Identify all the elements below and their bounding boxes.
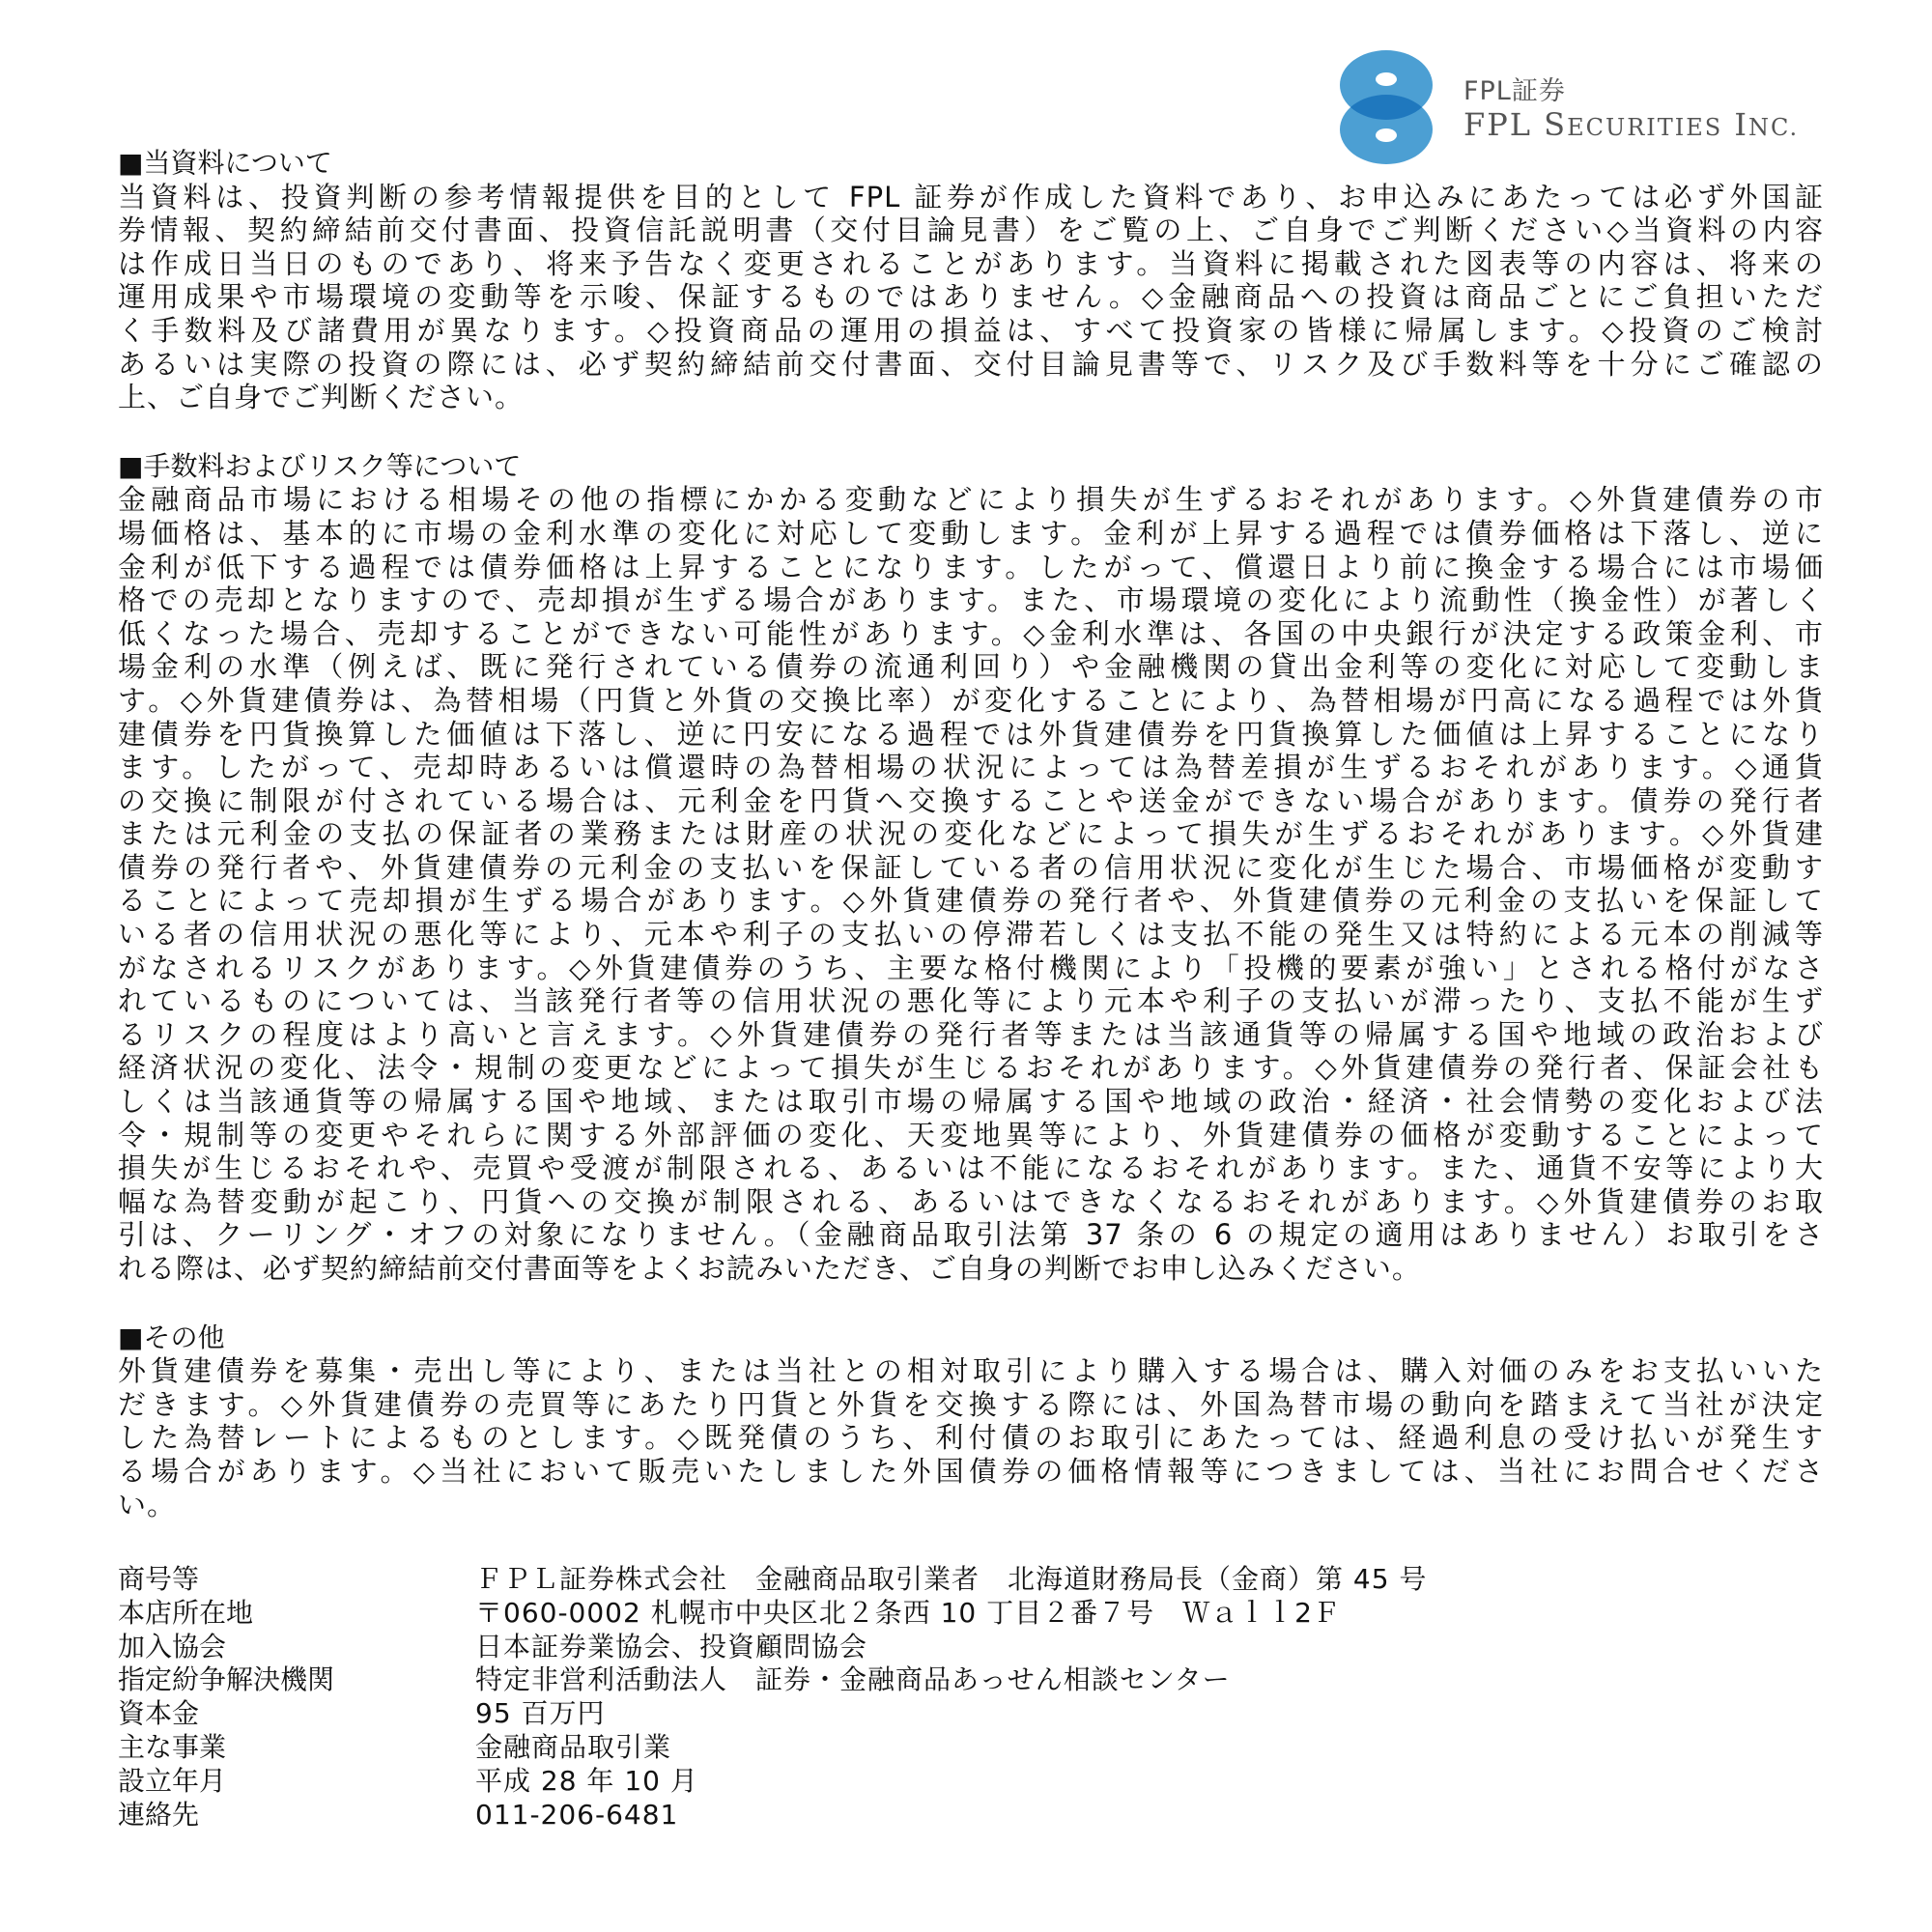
- info-value: 011-206-6481: [475, 1798, 679, 1831]
- paragraph-line: 外貨建債券を募集・売出し等により、または当社との相対取引により購入する場合は、購入対価のみをお支払いいた: [118, 1354, 1824, 1388]
- info-label: 設立年月: [118, 1764, 227, 1797]
- info-value: 金融商品取引業: [475, 1730, 672, 1763]
- info-label: 加入協会: [118, 1630, 227, 1662]
- paragraph-line: 引は、クーリング・オフの対象になりません。（金融商品取引法第 37 条の 6 の規定の適用はありません）お取引をさ: [118, 1218, 1824, 1252]
- section: [118, 1321, 1824, 1522]
- info-label: 連絡先: [118, 1798, 200, 1831]
- section: [118, 147, 1824, 414]
- paragraph-line: 格での売却となりますので、売却損が生ずる場合があります。また、市場環境の変化により流動性（換金性）が著しく: [118, 583, 1824, 617]
- paragraph-line: の交換に制限が付されている場合は、元利金を円貨へ交換することや送金ができない場合があります。債券の発行者: [118, 783, 1824, 817]
- paragraph-line: 建債券を円貨換算した価値は下落し、逆に円安になる過程では外貨建債券を円貨換算した価値は上昇することになり: [118, 717, 1824, 751]
- paragraph-line: るリスクの程度はより高いと言えます。◇外貨建債券の発行者等または当該通貨等の帰属する国や地域の政治および: [118, 1017, 1824, 1051]
- info-label: 商号等: [118, 1563, 200, 1595]
- paragraph-line: は作成日当日のものであり、将来予告なく変更されることがあります。当資料に掲載された図表等の内容は、将来の: [118, 246, 1824, 280]
- paragraph-line: 上、ご自身でご判断ください。: [118, 381, 525, 414]
- info-row: [118, 1631, 1427, 1664]
- paragraph-line: れる際は、必ず契約締結前交付書面等をよくお読みいただき、ご自身の判断でお申し込みください。: [118, 1252, 1421, 1285]
- info-label: 主な事業: [118, 1730, 227, 1763]
- info-value: ＦＰＬ証券株式会社 金融商品取引業者 北海道財務局長（金商）第 45 号: [475, 1563, 1428, 1595]
- paragraph-line: い。: [118, 1488, 177, 1521]
- info-row: [118, 1563, 1427, 1597]
- company-info-table: [118, 1563, 1427, 1832]
- logo-name-jp: FPL証券: [1463, 76, 1566, 106]
- info-row: [118, 1697, 1427, 1731]
- section-heading: ■手数料およびリスク等について: [118, 449, 522, 482]
- paragraph-line: 金利が低下する過程では債券価格は上昇することになります。したがって、償還日より前に換金する場合には市場価: [118, 550, 1824, 583]
- paragraph-line: 低くなった場合、売却することができない可能性があります。◇金利水準は、各国の中央銀行が決定する政策金利、市: [118, 616, 1824, 650]
- disclaimer-body: [118, 147, 1824, 1557]
- paragraph-line: 券情報、契約締結前交付書面、投資信託説明書（交付目論見書）をご覧の上、ご自身でご判断ください◇当資料の内容: [118, 213, 1824, 247]
- paragraph-line: れているものについては、当該発行者等の信用状況の悪化等により元本や利子の支払いが滞ったり、支払不能が生ず: [118, 984, 1824, 1018]
- paragraph-line: ることによって売却損が生ずる場合があります。◇外貨建債券の発行者や、外貨建債券の元利金の支払いを保証して: [118, 884, 1824, 918]
- paragraph-line: 場金利の水準（例えば、既に発行されている債券の流通利回り）や金融機関の貸出金利等の変化に対応して変動しま: [118, 650, 1824, 684]
- paragraph-line: または元利金の支払の保証者の業務または財産の状況の変化などによって損失が生ずるおそれがあります。◇外貨建: [118, 817, 1824, 851]
- info-row: [118, 1663, 1427, 1697]
- paragraph-line: あるいは実際の投資の際には、必ず契約締結前交付書面、交付目論見書等で、リスク及び手数料等を十分にご確認の: [118, 347, 1824, 381]
- paragraph-line: がなされるリスクがあります。◇外貨建債券のうち、主要な格付機関により「投機的要素が強い」とされる格付がなさ: [118, 951, 1824, 984]
- section: [118, 450, 1824, 1286]
- info-value: 日本証券業協会、投資顧問協会: [475, 1630, 868, 1662]
- paragraph-line: いる者の信用状況の悪化等により、元本や利子の支払いの停滞若しくは支払不能の発生又は特約による元本の削減等: [118, 918, 1824, 952]
- paragraph-line: 経済状況の変化、法令・規制の変更などによって損失が生じるおそれがあります。◇外貨建債券の発行者、保証会社も: [118, 1051, 1824, 1085]
- paragraph-line: 損失が生じるおそれや、売買や受渡が制限される、あるいは不能になるおそれがあります。また、通貨不安等により大: [118, 1151, 1824, 1185]
- paragraph-line: く手数料及び諸費用が異なります。◇投資商品の運用の損益は、すべて投資家の皆様に帰属します。◇投資のご検討: [118, 313, 1824, 347]
- info-label: 指定紛争解決機関: [118, 1663, 335, 1696]
- info-row: [118, 1731, 1427, 1765]
- paragraph-line: 運用成果や市場環境の変動等を示唆、保証するものではありません。◇金融商品への投資は商品ごとにご負担いただ: [118, 280, 1824, 314]
- paragraph-line: しくは当該通貨等の帰属する国や地域、または取引市場の帰属する国や地域の政治・経済・社会情勢の変化および法: [118, 1085, 1824, 1119]
- paragraph-line: 幅な為替変動が起こり、円貨への交換が制限される、あるいはできなくなるおそれがあります。◇外貨建債券のお取: [118, 1184, 1824, 1218]
- logo-name-en: FPL SECURITIES INC.: [1463, 106, 1800, 143]
- info-value: 95 百万円: [475, 1697, 606, 1730]
- info-row: [118, 1597, 1427, 1631]
- paragraph-line: した為替レートによるものとします。◇既発債のうち、利付債のお取引にあたっては、経過利息の受け払いが発生す: [118, 1421, 1825, 1455]
- info-label: 本店所在地: [118, 1596, 254, 1629]
- paragraph-line: 金融商品市場における相場その他の指標にかかる変動などにより損失が生ずるおそれがあります。◇外貨建債券の市: [118, 483, 1824, 517]
- info-row: [118, 1765, 1427, 1799]
- paragraph-line: す。◇外貨建債券は、為替相場（円貨と外貨の交換比率）が変化することにより、為替相場が円高になる過程では外貨: [118, 683, 1824, 717]
- info-value: 特定非営利活動法人 証券・金融商品あっせん相談センター: [475, 1663, 1231, 1696]
- info-value: 平成 28 年 10 月: [475, 1764, 698, 1797]
- info-row: [118, 1799, 1427, 1833]
- paragraph-line: 場価格は、基本的に市場の金利水準の変化に対応して変動します。金利が上昇する過程では債券価格は下落し、逆に: [118, 516, 1824, 550]
- paragraph-line: 令・規制等の変更やそれらに関する外部評価の変化、天変地異等により、外貨建債券の価格が変動することによって: [118, 1118, 1824, 1151]
- info-label: 資本金: [118, 1697, 200, 1730]
- section-heading: ■その他: [118, 1321, 225, 1353]
- paragraph-line: 当資料は、投資判断の参考情報提供を目的として FPL 証券が作成した資料であり、お申込みにあたっては必ず外国証: [118, 180, 1824, 213]
- section-heading: ■当資料について: [118, 147, 332, 179]
- paragraph-line: る場合があります。◇当社において販売いたしました外国債券の価格情報等につきましては、当社にお問合せくださ: [118, 1454, 1824, 1488]
- paragraph-line: だきます。◇外貨建債券の売買等にあたり円貨と外貨を交換する際には、外国為替市場の動向を踏まえて当社が決定: [118, 1387, 1824, 1421]
- paragraph-line: ます。したがって、売却時あるいは償還時の為替相場の状況によっては為替差損が生ずるおそれがあります。◇通貨: [118, 751, 1824, 784]
- paragraph-line: 債券の発行者や、外貨建債券の元利金の支払いを保証している者の信用状況に変化が生じた場合、市場価格が変動す: [118, 850, 1824, 884]
- info-value: 〒060-0002 札幌市中央区北２条西 10 丁目２番７号 Ｗａｌｌ2Ｆ: [475, 1596, 1341, 1629]
